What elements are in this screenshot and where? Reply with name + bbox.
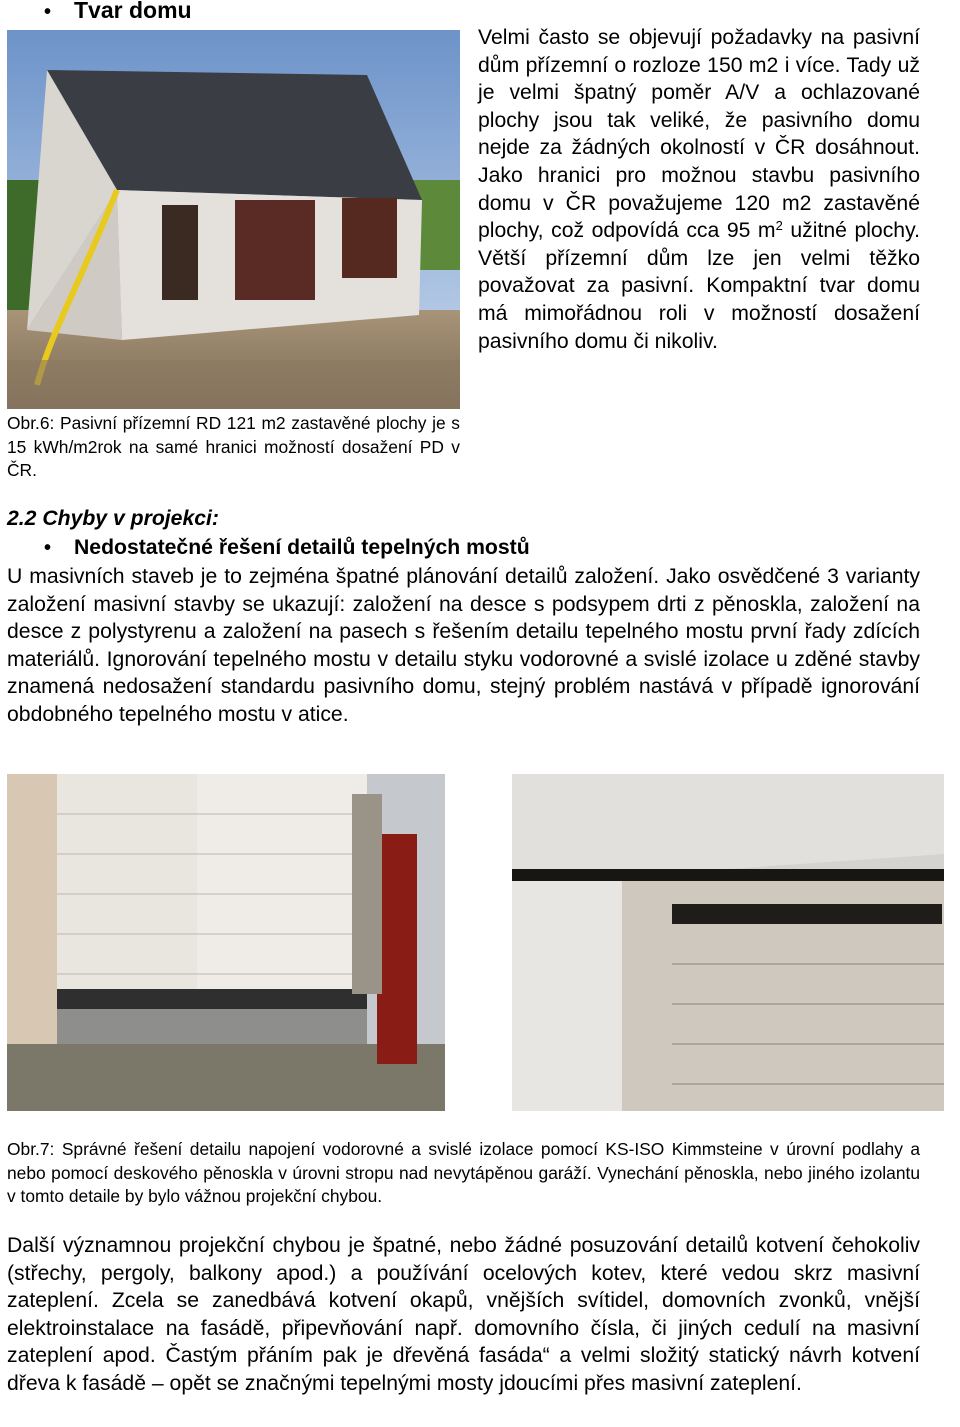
figure6-label: Obr.6: [7, 413, 55, 433]
intro-paragraph [478, 24, 920, 355]
wall-photo [7, 774, 445, 1111]
figure6-caption [7, 412, 460, 483]
section-heading [44, 0, 192, 24]
figure6-text: Pasivní přízemní RD 121 m2 zastavěné plochy je s 15 kWh/m2rok na samé hranici možností dosažení PD v ČR. [7, 413, 460, 480]
house-photo [7, 30, 460, 409]
bullet: • [44, 537, 52, 559]
errors-subheading [44, 536, 530, 560]
section-title: Tvar domu [74, 0, 192, 23]
intro-text-cont: užitné plochy. Větší přízemní dům lze jen velmi těžko považovat za pasivní. Kompaktní tvar domu má mimořádnou roli v možností dosažení pasivního domu či nikoliv. [478, 219, 920, 353]
superscript: 2 [775, 218, 783, 234]
closing-paragraph: Další významnou projekční chybou je špatné, nebo žádné posuzování detailů kotvení čehokoliv (střechy, pergoly, balkony apod.) a používání ocelových kotev, které vedou skrz masivní zateplení. Zcela se zanedbává kotvení okapů, vnějších svítidel, domovních zvonků, vnější elektroinstalace na fasádě, připevňování např. domovního čísla, či jiných cedulí na masivní zateplení apod. Častým přáním pak je dřevěná fasáda“ a velmi složitý statický návrh kotvení dřeva k fasádě – opět se značnými tepelnými mosty jdoucími přes masivní zateplení. [7, 1234, 920, 1395]
garage-ceiling-photo [512, 774, 944, 1111]
figure7-label: Obr.7: [7, 1139, 55, 1159]
intro-text: Velmi často se objevují požadavky na pasivní dům přízemní o rozloze 150 m2 i více. Tady už je velmi špatný poměr A/V a ochlazované plochy jsou tak veliké, že pasivního domu nejde za žádných okolností v ČR dosáhnout. Jako hranici pro možnou stavbu pasivního domu v ČR považujeme 120 m2 zastavěné plochy, což odpovídá cca 95 m [478, 26, 920, 243]
figure7-text: Správné řešení detailu napojení vodorovné a svislé izolace pomocí KS-ISO Kimmsteine v úrovní podlahy a nebo pomocí deskového pěnoskla v úrovni stropu nad nevytápěnou garáží. Vynechání pěnoskla, nebo jiného izolantu v tomto detaile by bylo vážnou projekční chybou. [7, 1139, 920, 1206]
errors-paragraph: U masivních staveb je to zejména špatné plánování detailů založení. Jako osvědčené 3 varianty založení masivní stavby se ukazují: založení na desce s podsypem drti z pěnoskla, založení na desce z polystyrenu a založení na pasech s řešením detailu tepelného mostu první řady zdících materiálů. Ignorování tepelného mostu v detailu styku vodorovné a svislé izolace u zděné stavby znamená nedosažení standardu pasivního domu, stejný problém nastává v případě ignorování obdobného tepelného mostu v atice. [7, 565, 920, 726]
figure7-caption [7, 1138, 920, 1209]
errors-heading: 2.2 Chyby v projekci: [7, 507, 219, 530]
bullet: • [44, 1, 52, 23]
subheading-text: Nedostatečné řešení detailů tepelných mostů [74, 536, 530, 559]
